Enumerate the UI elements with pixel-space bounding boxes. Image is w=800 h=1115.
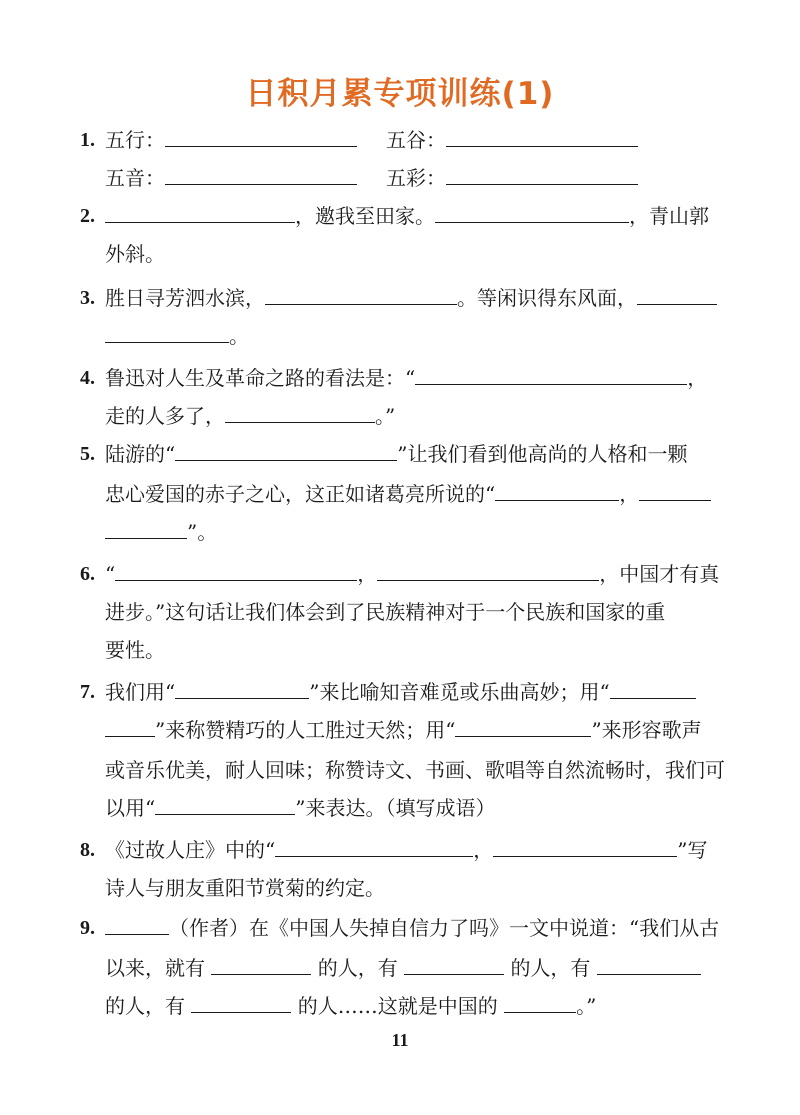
- question-text: ”。: [187, 520, 218, 544]
- question-text: 的人……这就是中国的: [297, 994, 498, 1018]
- answer-blank[interactable]: [435, 204, 629, 223]
- question-number: 6.: [80, 563, 95, 585]
- question-text: 胜日寻芳泗水滨，: [105, 286, 265, 310]
- question-text: 我们用“: [105, 680, 176, 704]
- answer-blank[interactable]: [175, 442, 397, 461]
- question-text: 的人，有: [510, 956, 591, 980]
- question-text: ，: [687, 366, 708, 390]
- answer-blank[interactable]: [446, 166, 638, 185]
- answer-blank[interactable]: [377, 562, 599, 581]
- question-text: （作者）在《中国人失掉自信力了吗》一文中说道：“我们从古: [169, 916, 720, 940]
- question-number: 9.: [80, 917, 95, 939]
- question-text: ”来比喻知音难觅或乐曲高妙；用“: [309, 680, 610, 704]
- answer-blank[interactable]: [504, 994, 576, 1013]
- question-text: 走的人多了，: [105, 404, 225, 428]
- answer-blank[interactable]: [165, 128, 357, 147]
- page-number: 11: [391, 1030, 409, 1050]
- answer-blank[interactable]: [637, 286, 717, 305]
- question-number: 5.: [80, 443, 95, 465]
- question-text: 外斜。: [105, 242, 165, 266]
- answer-blank[interactable]: [165, 166, 357, 185]
- question-text: ，: [473, 838, 494, 862]
- answer-blank[interactable]: [275, 838, 473, 857]
- question-text: ，: [357, 562, 378, 586]
- question-number: 7.: [80, 681, 95, 703]
- question-text: 的人，有: [105, 994, 185, 1018]
- label-wugu: 五谷：: [386, 128, 446, 152]
- label-wucai: 五彩：: [386, 166, 446, 190]
- answer-blank[interactable]: [610, 680, 696, 699]
- question-text: 忠心爱国的赤子之心，这正如诸葛亮所说的“: [105, 482, 496, 506]
- question-number: 3.: [80, 287, 95, 309]
- question-text: 。”: [576, 994, 597, 1018]
- answer-blank[interactable]: [404, 956, 504, 975]
- page-title: 日积月累专项训练(1): [245, 76, 555, 112]
- question-text: 以来，就有: [105, 956, 205, 980]
- answer-blank[interactable]: [191, 994, 291, 1013]
- label-wuyin: 五音：: [105, 166, 165, 190]
- answer-blank[interactable]: [105, 324, 229, 343]
- question-text: ，: [619, 482, 640, 506]
- question-text: ”来形容歌声: [591, 718, 702, 742]
- question-text: 。: [229, 324, 249, 348]
- answer-blank[interactable]: [105, 204, 295, 223]
- question-text: ，青山郭: [629, 204, 709, 228]
- answer-blank[interactable]: [211, 956, 311, 975]
- question-text: 的人，有: [317, 956, 398, 980]
- question-text: ”让我们看到他高尚的人格和一颗: [397, 442, 688, 466]
- question-text: 。”: [375, 404, 396, 428]
- answer-blank[interactable]: [446, 128, 638, 147]
- answer-blank[interactable]: [415, 366, 687, 385]
- question-text: 陆游的“: [105, 442, 176, 466]
- question-text: 进步。”这句话让我们体会到了民族精神对于一个民族和国家的重: [105, 600, 666, 624]
- question-number: 8.: [80, 839, 95, 861]
- answer-blank[interactable]: [105, 718, 155, 737]
- question-text: 要性。: [105, 638, 165, 662]
- question-number: 2.: [80, 205, 95, 227]
- question-text: 诗人与朋友重阳节赏菊的约定。: [105, 876, 385, 900]
- answer-blank[interactable]: [115, 562, 357, 581]
- question-text: 《过故人庄》中的“: [105, 838, 276, 862]
- answer-blank[interactable]: [155, 796, 295, 815]
- question-text: ”写: [677, 838, 708, 862]
- question-text: 鲁迅对人生及革命之路的看法是：“: [105, 366, 416, 390]
- answer-blank[interactable]: [105, 520, 187, 539]
- question-text: 或音乐优美，耐人回味；称赞诗文、书画、歌唱等自然流畅时，我们可: [105, 758, 725, 782]
- answer-blank[interactable]: [225, 404, 375, 423]
- answer-blank[interactable]: [493, 838, 677, 857]
- answer-blank[interactable]: [265, 286, 457, 305]
- question-text: “: [105, 562, 116, 586]
- answer-blank[interactable]: [597, 956, 701, 975]
- question-number: 4.: [80, 367, 95, 389]
- question-text: 。等闲识得东风面，: [457, 286, 637, 310]
- question-text: ，邀我至田家。: [295, 204, 435, 228]
- answer-blank[interactable]: [639, 482, 711, 501]
- question-text: ”来表达。（填写成语）: [295, 796, 496, 820]
- answer-blank[interactable]: [175, 680, 309, 699]
- question-text: ，中国才有真: [599, 562, 720, 586]
- answer-blank[interactable]: [105, 916, 169, 935]
- answer-blank[interactable]: [495, 482, 619, 501]
- question-text: 以用“: [105, 796, 156, 820]
- question-text: ”来称赞精巧的人工胜过天然；用“: [155, 718, 456, 742]
- answer-blank[interactable]: [455, 718, 591, 737]
- question-number: 1.: [80, 129, 95, 151]
- label-wuxing: 五行：: [105, 128, 165, 152]
